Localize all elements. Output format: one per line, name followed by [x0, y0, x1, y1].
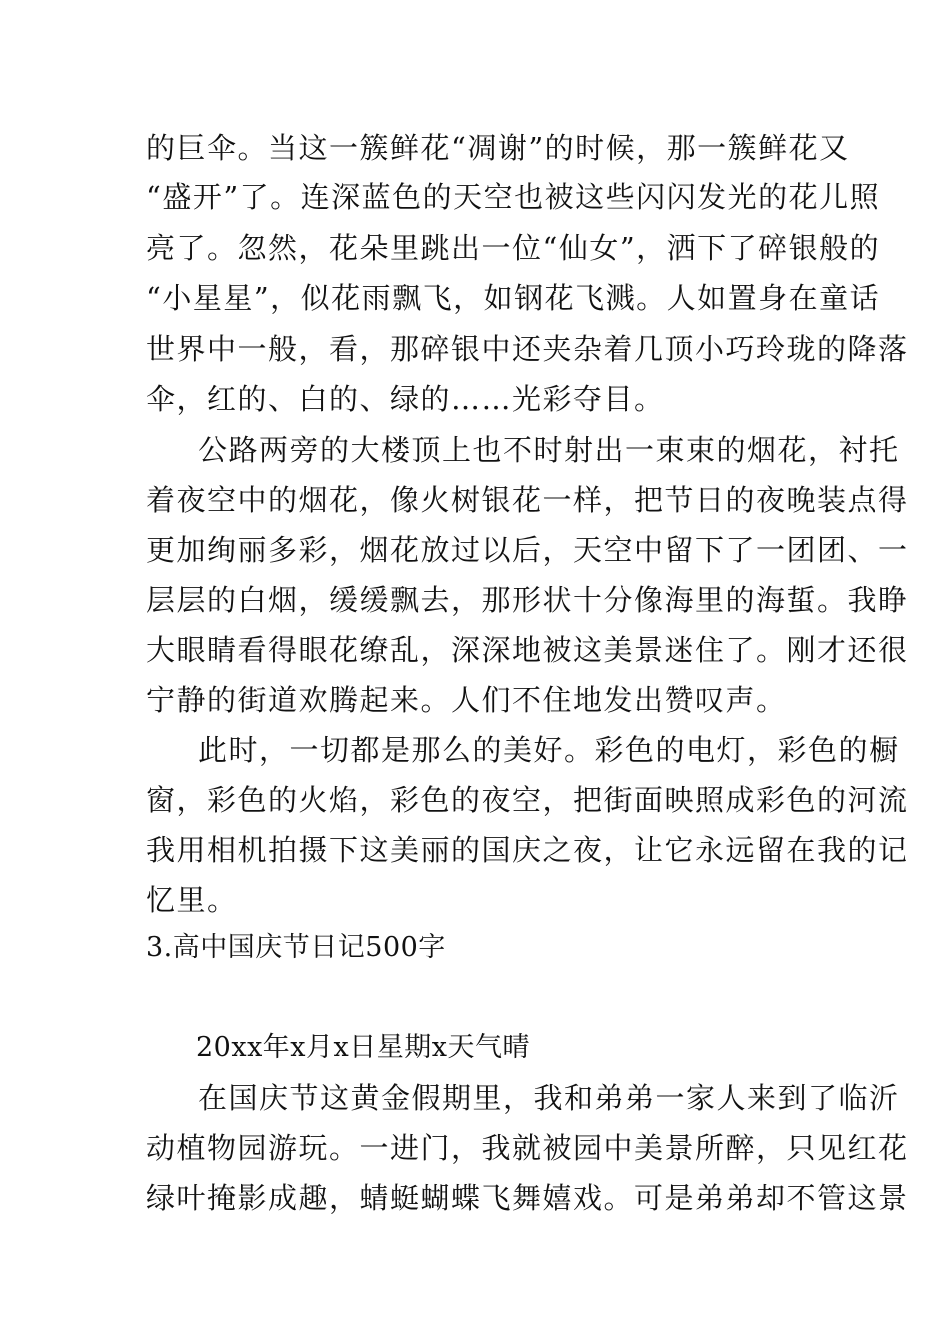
paragraph-1-line-4: “小星星”，似花雨飘飞，如钢花飞溅。人如置身在童话 — [146, 281, 881, 315]
paragraph-1-line-6: 伞，红的、白的、绿的……光彩夺目。 — [146, 382, 665, 416]
paragraph-2-line-6: 宁静的街道欢腾起来。人们不住地发出赞叹声。 — [146, 683, 787, 717]
paragraph-2-line-5: 大眼睛看得眼花缭乱，深深地被这美景迷住了。刚才还很 — [146, 633, 909, 667]
paragraph-2-line-3: 更加绚丽多彩，烟花放过以后，天空中留下了一团团、一 — [146, 533, 909, 567]
paragraph-1-line-3: 亮了。忽然，花朵里跳出一位“仙女”，洒下了碎银般的 — [146, 231, 881, 265]
paragraph-4-line-2: 动植物园游玩。一进门，我就被园中美景所醉，只见红花 — [146, 1131, 909, 1165]
paragraph-2-line-2: 着夜空中的烟花，像火树银花一样，把节日的夜晚装点得 — [146, 483, 909, 517]
paragraph-1-line-2: “盛开”了。连深蓝色的天空也被这些闪闪发光的花儿照 — [146, 180, 881, 214]
paragraph-4-line-1: 在国庆节这黄金假期里，我和弟弟一家人来到了临沂 — [198, 1081, 900, 1115]
section-heading: 3.高中国庆节日记500字 — [146, 932, 446, 963]
paragraph-4-line-3: 绿叶掩影成趣，蜻蜓蝴蝶飞舞嬉戏。可是弟弟却不管这景 — [146, 1181, 909, 1215]
paragraph-3-line-1: 此时，一切都是那么的美好。彩色的电灯，彩色的橱 — [198, 733, 900, 767]
paragraph-2-line-4: 层层的白烟，缓缓飘去，那形状十分像海里的海蜇。我睁 — [146, 583, 909, 617]
paragraph-2-line-1: 公路两旁的大楼顶上也不时射出一束束的烟花，衬托 — [198, 433, 900, 467]
paragraph-1-line-1: 的巨伞。当这一簇鲜花“凋谢”的时候，那一簇鲜花又 — [146, 131, 850, 165]
paragraph-3-line-3: 我用相机拍摄下这美丽的国庆之夜，让它永远留在我的记 — [146, 833, 909, 867]
paragraph-3-line-2: 窗，彩色的火焰，彩色的夜空，把街面映照成彩色的河流 — [146, 783, 909, 817]
paragraph-1-line-5: 世界中一般，看，那碎银中还夹杂着几顶小巧玲珑的降落 — [146, 332, 909, 366]
paragraph-3-line-4: 忆里。 — [146, 883, 238, 917]
diary-date-line: 20xx年x月x日星期x天气晴 — [196, 1032, 530, 1063]
